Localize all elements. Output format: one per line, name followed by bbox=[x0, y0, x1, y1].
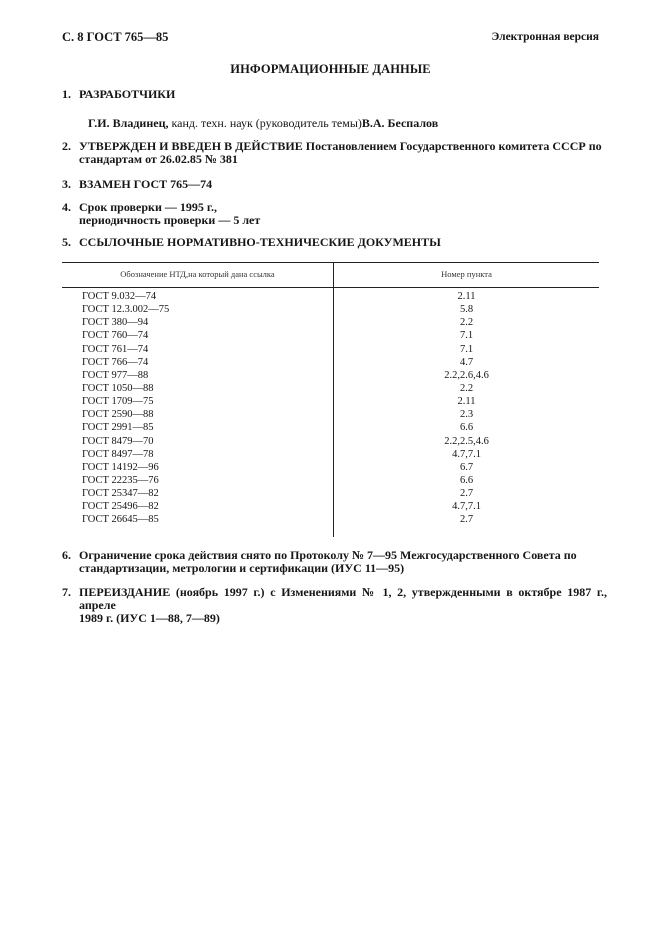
clause-number-cell: 6.6 bbox=[459, 422, 474, 434]
clause-number-cell: 2.11 bbox=[457, 291, 476, 302]
section-1 bbox=[62, 88, 607, 101]
clause-number-cell: 2.2 bbox=[459, 382, 474, 394]
section-number: 4. bbox=[62, 200, 71, 214]
section-line: Ограничение срока действия снято по Протоколу № 7—95 Межгосударственного Совета по bbox=[79, 548, 577, 562]
document-title: ИНФОРМАЦИОННЫЕ ДАННЫЕ bbox=[230, 62, 431, 76]
clause-number-cell: 5.8 bbox=[459, 304, 474, 316]
table-row bbox=[62, 487, 599, 500]
section-heading: ВЗАМЕН ГОСТ 765—74 bbox=[79, 177, 213, 191]
clause-number-cell: 2.2,2.5,4.6 bbox=[444, 435, 489, 447]
document-designation-cell: ГОСТ 9.032—74 bbox=[82, 291, 157, 302]
document-designation-cell: ГОСТ 1050—88 bbox=[82, 382, 154, 394]
document-designation-cell: ГОСТ 766—74 bbox=[82, 356, 149, 368]
section-line: стандартизации, метрологии и сертификации (ИУС 11—95) bbox=[79, 561, 405, 575]
table-row bbox=[62, 461, 599, 474]
table-row bbox=[62, 356, 599, 369]
table-column-header: Обозначение НТД,на который дана ссылка bbox=[120, 269, 275, 279]
clause-number-cell: 2.7 bbox=[459, 514, 474, 526]
developer-description: канд. техн. наук (руководитель темы) bbox=[168, 116, 362, 130]
section-line: периодичность проверки — 5 лет bbox=[79, 213, 261, 227]
section-6 bbox=[62, 549, 607, 575]
section-line: 1989 г. (ИУС 1—88, 7—89) bbox=[79, 611, 220, 625]
section-text: Постановлением Государственного комитета СССР по bbox=[302, 139, 602, 153]
document-designation-cell: ГОСТ 2991—85 bbox=[82, 422, 154, 434]
clause-number-cell: 2.2 bbox=[459, 317, 474, 329]
section-lead: УТВЕРЖДЕН И ВВЕДЕН В ДЕЙСТВИЕ bbox=[79, 139, 303, 153]
table-column-header: Номер пункта bbox=[441, 269, 492, 279]
table-row bbox=[62, 382, 599, 395]
clause-number-cell: 2.7 bbox=[459, 488, 474, 500]
section-number: 1. bbox=[62, 87, 71, 101]
document-designation-cell: ГОСТ 22235—76 bbox=[82, 474, 159, 486]
page-header-right: Электронная версия bbox=[491, 31, 599, 43]
table-header-rule bbox=[62, 287, 599, 288]
table-row bbox=[62, 290, 599, 303]
section-number: 5. bbox=[62, 235, 71, 249]
section-line bbox=[79, 586, 607, 612]
document-designation-cell: ГОСТ 8497—78 bbox=[82, 448, 154, 460]
table-row bbox=[62, 395, 599, 408]
clause-number-cell: 2.11 bbox=[457, 396, 476, 408]
section-line: Срок проверки — 1995 г., bbox=[79, 200, 217, 214]
document-designation-cell: ГОСТ 26645—85 bbox=[82, 514, 159, 526]
clause-number-cell: 4.7,7.1 bbox=[452, 448, 481, 460]
page-header-left: С. 8 ГОСТ 765—85 bbox=[62, 30, 169, 44]
section-number: 3. bbox=[62, 177, 71, 191]
document-designation-cell: ГОСТ 1709—75 bbox=[82, 396, 154, 408]
table-body bbox=[62, 290, 599, 527]
table-row bbox=[62, 329, 599, 342]
section-line: стандартам от 26.02.85 № 381 bbox=[79, 152, 238, 166]
section-text: (ноябрь 1997 г.) с Изменениями № 1, 2, утвержденными в октябре 1987 г., апреле bbox=[79, 585, 607, 612]
table-row bbox=[62, 421, 599, 434]
table-row bbox=[62, 316, 599, 329]
section-number: 6. bbox=[62, 548, 71, 562]
section-2 bbox=[62, 140, 607, 166]
section-number: 7. bbox=[62, 585, 71, 599]
document-designation-cell: ГОСТ 977—88 bbox=[82, 369, 149, 381]
reference-documents-table bbox=[62, 262, 599, 538]
table-row bbox=[62, 500, 599, 513]
document-designation-cell: ГОСТ 25496—82 bbox=[82, 501, 159, 513]
document-designation-cell: ГОСТ 8479—70 bbox=[82, 435, 154, 447]
section-5 bbox=[62, 236, 607, 249]
section-number: 2. bbox=[62, 139, 71, 153]
clause-number-cell: 4.7,7.1 bbox=[452, 501, 481, 513]
clause-number-cell: 6.7 bbox=[459, 461, 474, 473]
section-3 bbox=[62, 178, 607, 191]
table-top-rule bbox=[62, 262, 599, 263]
document-designation-cell: ГОСТ 761—74 bbox=[82, 343, 149, 355]
document-designation-cell: ГОСТ 2590—88 bbox=[82, 409, 154, 421]
section-lead: ПЕРЕИЗДАНИЕ bbox=[79, 585, 171, 599]
section-heading: РАЗРАБОТЧИКИ bbox=[79, 87, 176, 101]
document-designation-cell: ГОСТ 380—94 bbox=[82, 317, 149, 329]
clause-number-cell: 2.3 bbox=[459, 409, 474, 421]
section-heading: ССЫЛОЧНЫЕ НОРМАТИВНО-ТЕХНИЧЕСКИЕ ДОКУМЕНТЫ bbox=[79, 235, 441, 249]
document-designation-cell: ГОСТ 12.3.002—75 bbox=[82, 304, 170, 316]
document-designation-cell: ГОСТ 760—74 bbox=[82, 330, 149, 342]
table-row bbox=[62, 448, 599, 461]
clause-number-cell: 2.2,2.6,4.6 bbox=[444, 369, 489, 381]
table-row bbox=[62, 343, 599, 356]
section-7 bbox=[62, 586, 607, 625]
section-4 bbox=[62, 201, 607, 227]
developer-name: Г.И. Владинец, bbox=[88, 116, 169, 130]
table-row bbox=[62, 474, 599, 487]
clause-number-cell: 4.7 bbox=[459, 356, 474, 368]
table-row bbox=[62, 369, 599, 382]
table-row bbox=[62, 513, 599, 526]
developers-line bbox=[88, 116, 438, 131]
clause-number-cell: 6.6 bbox=[459, 474, 474, 486]
document-designation-cell: ГОСТ 25347—82 bbox=[82, 488, 159, 500]
clause-number-cell: 7.1 bbox=[459, 330, 474, 342]
table-row bbox=[62, 303, 599, 316]
clause-number-cell: 7.1 bbox=[459, 343, 474, 355]
table-row bbox=[62, 435, 599, 448]
developer-name: В.А. Беспалов bbox=[361, 116, 439, 130]
document-designation-cell: ГОСТ 14192—96 bbox=[82, 461, 159, 473]
table-row bbox=[62, 408, 599, 421]
